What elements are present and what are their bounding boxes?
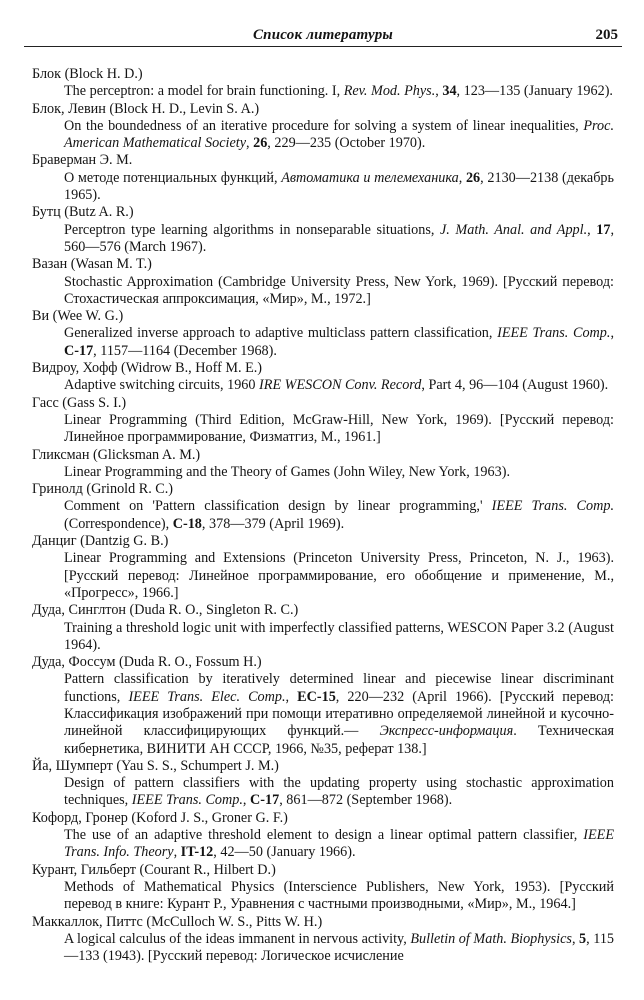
reference-author: Гликсман (Glicksman A. M.) (32, 446, 201, 463)
reference-text: Linear Programming and the Theory of Games (John Wiley, New York, 1963). (64, 463, 510, 480)
reference-entry (32, 204, 614, 256)
reference-entry (32, 533, 614, 602)
reference-entry (32, 308, 614, 360)
reference-entry (32, 256, 614, 308)
reference-author: Дуда, Фоссум (Duda R. O., Fossum H.) (32, 654, 262, 671)
reference-entry (32, 101, 614, 153)
reference-text: Design of pattern classifiers with the updating property using stochastic approximation techniques, IEEE Trans. Comp., C-17, 861—872 (September 1968). (64, 775, 614, 809)
reference-author: Гасс (Gass S. I.) (32, 394, 127, 411)
reference-text: The perceptron: a model for brain functioning. I, Rev. Mod. Phys., 34, 123—135 (January 1962). (64, 83, 613, 100)
reference-entry (32, 862, 614, 914)
reference-text: Pattern classification by iteratively determined linear and piecewise linear discriminant functions, IEEE Trans. Elec. Comp., EC-15, 220—232 (April 1966). [Русский перевод: Классификация изображений при помощи итеративно определяемой линейной и кусочно-линейной классифицирующих функций.— Экспресс-информация. Техническая кибернетика, ВИНИТИ АН СССР, 1966, №35, реферат 138.] (64, 671, 614, 757)
reference-text: Methods of Mathematical Physics (Interscience Publishers, New York, 1953). [Русский перевод в книге: Курант Р., Уравнения с частными производными, «Мир», М., 1964.] (64, 878, 614, 913)
reference-text: Linear Programming (Third Edition, McGraw-Hill, New York, 1969). [Русский перевод: Линейное программирование, Физматгиз, М., 1961.] (64, 411, 614, 446)
reference-entry (32, 914, 614, 966)
reference-entry (32, 395, 614, 447)
reference-text: Generalized inverse approach to adaptive multiclass pattern classification, IEEE Trans. Comp., C-17, 1157—1164 (December 1968). (64, 325, 614, 359)
reference-text: Perceptron type learning algorithms in nonseparable situations, J. Math. Anal. and Appl., 17, 560—576 (March 1967). (64, 221, 614, 255)
reference-author: Блок (Block H. D.) (32, 66, 143, 82)
reference-entry (32, 602, 614, 654)
reference-author: Вазан (Wasan M. T.) (32, 256, 152, 273)
reference-text: On the boundedness of an iterative procedure for solving a system of linear inequalities, Proc. American Mathematical Society, 26, 229—235 (October 1970). (64, 117, 614, 152)
reference-text: Stochastic Approximation (Cambridge University Press, New York, 1969). [Русский перевод: Стохастическая аппроксимация, «Мир», М., 1972.] (64, 273, 614, 307)
page-number: 205 (595, 27, 618, 43)
reference-entry (32, 758, 614, 810)
reference-author: Курант, Гильберт (Courant R., Hilbert D.) (32, 861, 276, 878)
reference-entry (32, 360, 614, 395)
reference-author: Видроу, Хофф (Widrow B., Hoff M. E.) (32, 360, 263, 377)
reference-author: Бутц (Butz A. R.) (32, 204, 134, 221)
reference-entry (32, 447, 614, 482)
reference-author: Браверман Э. М. (32, 152, 133, 169)
reference-entry (32, 152, 614, 204)
reference-list (32, 66, 614, 965)
reference-author: Данциг (Dantzig G. B.) (32, 533, 169, 550)
reference-text: Adaptive switching circuits, 1960 IRE WESCON Conv. Record, Part 4, 96—104 (August 1960). (64, 377, 609, 394)
reference-author: Блок, Левин (Block H. D., Levin S. A.) (32, 100, 260, 117)
reference-entry (32, 66, 614, 101)
reference-author: Ви (Wee W. G.) (32, 308, 124, 325)
reference-entry (32, 810, 614, 862)
reference-author: Гринолд (Grinold R. C.) (32, 481, 174, 498)
reference-text: The use of an adaptive threshold element to design a linear optimal pattern classifier, IEEE Trans. Info. Theory, IT-12, 42—50 (January 1966). (64, 827, 614, 861)
reference-text: A logical calculus of the ideas immanent in nervous activity, Bulletin of Math. Biophysics, 5, 115—133 (1943). [Русский перевод: Логическое исчисление (64, 930, 615, 965)
reference-author: Кофорд, Гронер (Koford J. S., Groner G. F.) (32, 809, 288, 826)
reference-entry (32, 481, 614, 533)
reference-entry (32, 654, 614, 758)
reference-author: Йа, Шумперт (Yau S. S., Schumpert J. M.) (32, 757, 279, 774)
reference-author: Маккаллок, Питтс (McCulloch W. S., Pitts W. H.) (32, 913, 323, 930)
reference-text: Linear Programming and Extensions (Princeton University Press, Princeton, N. J., 1963). [Русский перевод: Линейное программирование, его обобщение и применение, М., «Прогресс», 1966.] (64, 550, 614, 601)
reference-author: Дуда, Синглтон (Duda R. O., Singleton R. C.) (32, 602, 299, 619)
running-header (24, 22, 622, 47)
reference-text: Comment on 'Pattern classification design by linear programming,' IEEE Trans. Comp. (Correspondence), C-18, 378—379 (April 1969). (64, 498, 614, 532)
reference-text: О методе потенциальных функций, Автоматика и телемеханика, 26, 2130—2138 (декабрь 1965). (64, 169, 614, 204)
running-title: Список литературы (252, 27, 394, 43)
reference-text: Training a threshold logic unit with imperfectly classified patterns, WESCON Paper 3.2 (August 1964). (64, 619, 614, 653)
